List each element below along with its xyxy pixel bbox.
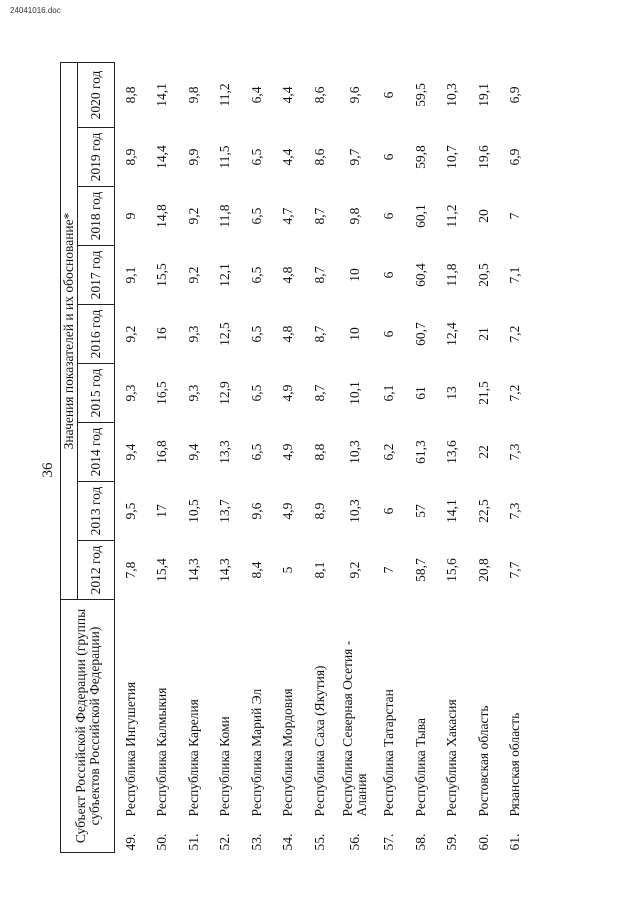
value-cell: 14,8 [154, 204, 170, 228]
value-cell: 9,5 [122, 502, 138, 520]
value-cell: 59,8 [412, 145, 428, 169]
subject-cell [304, 600, 336, 853]
value-cell: 12,9 [217, 381, 233, 405]
value-cell: 22,5 [475, 499, 491, 523]
value-cell: 15,6 [444, 558, 460, 582]
subject-name: Республика Северная Осетия - Алания [339, 640, 369, 817]
table-row [210, 62, 242, 852]
value-cell: 9,9 [185, 148, 201, 166]
value-cell: 8,7 [311, 325, 327, 343]
value-cell: 4,9 [280, 384, 296, 402]
value-cell: 14,3 [185, 558, 201, 582]
value-cell: 16,5 [154, 381, 170, 405]
value-cell: 10 [346, 268, 362, 282]
table-row [336, 62, 374, 852]
value-cell: 7,3 [507, 443, 523, 461]
value-cell: 19,6 [475, 145, 491, 169]
table-row [273, 62, 305, 852]
year-header: 2018 год [78, 187, 115, 246]
values-header: Значения показателей и их обоснование* [61, 62, 78, 599]
value-cell: 7,2 [507, 325, 523, 343]
subject-cell [374, 600, 406, 853]
value-cell: 6 [381, 212, 397, 220]
value-cell: 9,4 [122, 443, 138, 461]
subject-cell [147, 600, 179, 853]
value-cell: 4,4 [280, 148, 296, 166]
value-cell: 17 [154, 504, 170, 518]
value-cell: 13,6 [444, 440, 460, 464]
value-cell: 6,4 [248, 86, 264, 104]
subject-cell [405, 600, 437, 853]
value-cell: 8,6 [311, 148, 327, 166]
year-header: 2014 год [78, 423, 115, 482]
value-cell: 15,5 [154, 263, 170, 287]
value-cell: 12,1 [217, 263, 233, 287]
value-cell: 8,8 [311, 443, 327, 461]
value-cell: 4,9 [280, 443, 296, 461]
subject-name: Ростовская область [475, 705, 491, 817]
value-cell: 6,5 [248, 266, 264, 284]
value-cell: 6 [381, 153, 397, 161]
value-cell: 59,5 [412, 83, 428, 107]
year-header: 2013 год [78, 482, 115, 541]
file-name: 24041016.doc [10, 6, 61, 15]
year-header: 2015 год [78, 364, 115, 423]
row-number: 51. [185, 833, 201, 851]
value-cell: 4,8 [280, 325, 296, 343]
subject-name: Республика Калмыкия [154, 687, 170, 817]
value-cell: 58,7 [412, 558, 428, 582]
value-cell: 9,3 [122, 384, 138, 402]
value-cell: 6 [381, 91, 397, 99]
value-cell: 7,8 [122, 561, 138, 579]
table-body [115, 62, 532, 852]
value-cell: 13 [444, 386, 460, 400]
row-number: 56. [346, 833, 362, 851]
table-row [374, 62, 406, 852]
value-cell: 10 [346, 327, 362, 341]
value-cell: 6,9 [507, 148, 523, 166]
page-number: 36 [40, 462, 56, 478]
value-cell: 13,7 [217, 499, 233, 523]
value-cell: 13,3 [217, 440, 233, 464]
value-cell: 8,1 [311, 561, 327, 579]
value-cell: 7,7 [507, 561, 523, 579]
value-cell: 8,9 [311, 502, 327, 520]
value-cell: 6,5 [248, 325, 264, 343]
table-row [178, 62, 210, 852]
value-cell: 9,8 [346, 207, 362, 225]
indicator-table [60, 62, 531, 853]
row-number: 60. [475, 833, 491, 851]
subject-cell [500, 600, 532, 853]
value-cell: 8,8 [122, 86, 138, 104]
subject-cell [273, 600, 305, 853]
value-cell: 60,7 [412, 322, 428, 346]
subject-cell [210, 600, 242, 853]
value-cell: 7,3 [507, 502, 523, 520]
value-cell: 8,4 [248, 561, 264, 579]
value-cell: 11,2 [444, 204, 460, 228]
value-cell: 9,4 [185, 443, 201, 461]
subject-cell [336, 600, 374, 853]
value-cell: 11,2 [217, 83, 233, 107]
value-cell: 9,2 [346, 561, 362, 579]
row-number: 53. [248, 833, 264, 851]
subject-cell [468, 600, 500, 853]
value-cell: 4,7 [280, 207, 296, 225]
value-cell: 4,8 [280, 266, 296, 284]
value-cell: 6,1 [381, 384, 397, 402]
value-cell: 10,3 [346, 499, 362, 523]
subject-cell [437, 600, 469, 853]
value-cell: 20 [475, 209, 491, 223]
value-cell: 61,3 [412, 440, 428, 464]
value-cell: 6,5 [248, 148, 264, 166]
value-cell: 9 [122, 212, 138, 220]
value-cell: 12,5 [217, 322, 233, 346]
subject-name: Рязанская область [507, 712, 523, 817]
table-row [468, 62, 500, 852]
value-cell: 11,5 [217, 145, 233, 169]
value-cell: 61 [412, 386, 428, 400]
year-header: 2017 год [78, 246, 115, 305]
value-cell: 9,3 [185, 325, 201, 343]
value-cell: 11,8 [444, 263, 460, 287]
value-cell: 6 [381, 271, 397, 279]
table-row [437, 62, 469, 852]
value-cell: 10,3 [346, 440, 362, 464]
value-cell: 21,5 [475, 381, 491, 405]
year-header: 2012 год [78, 541, 115, 600]
value-cell: 9,1 [122, 266, 138, 284]
subject-name: Республика Марий Эл [248, 688, 264, 817]
value-cell: 9,8 [185, 86, 201, 104]
value-cell: 8,9 [122, 148, 138, 166]
subject-name: Республика Коми [217, 716, 233, 817]
table-row [241, 62, 273, 852]
value-cell: 11,8 [217, 204, 233, 228]
value-cell: 20,8 [475, 558, 491, 582]
value-cell: 9,6 [248, 502, 264, 520]
subject-name: Республика Мордовия [280, 688, 296, 817]
value-cell: 16 [154, 327, 170, 341]
value-cell: 6,9 [507, 86, 523, 104]
value-cell: 10,5 [185, 499, 201, 523]
year-header: 2020 год [78, 62, 115, 127]
value-cell: 6,5 [248, 443, 264, 461]
value-cell: 7,2 [507, 384, 523, 402]
value-cell: 9,6 [346, 86, 362, 104]
year-header: 2019 год [78, 128, 115, 187]
table-row [405, 62, 437, 852]
value-cell: 16,8 [154, 440, 170, 464]
row-number: 50. [154, 833, 170, 851]
value-cell: 60,4 [412, 263, 428, 287]
value-cell: 21 [475, 327, 491, 341]
value-cell: 7,1 [507, 266, 523, 284]
value-cell: 8,7 [311, 207, 327, 225]
table-row [147, 62, 179, 852]
value-cell: 4,9 [280, 502, 296, 520]
row-number: 52. [217, 833, 233, 851]
value-cell: 14,3 [217, 558, 233, 582]
value-cell: 6 [381, 507, 397, 515]
table-row [500, 62, 532, 852]
row-number: 49. [122, 833, 138, 851]
row-number: 55. [311, 833, 327, 851]
table-row [115, 62, 147, 852]
subject-name: Республика Ингушетия [122, 681, 138, 817]
value-cell: 12,4 [444, 322, 460, 346]
value-cell: 9,2 [122, 325, 138, 343]
row-number: 54. [280, 833, 296, 851]
value-cell: 10,7 [444, 145, 460, 169]
row-number: 58. [412, 833, 428, 851]
value-cell: 9,3 [185, 384, 201, 402]
subject-cell [115, 600, 147, 853]
subject-name: Республика Татарстан [381, 689, 397, 817]
subject-cell [241, 600, 273, 853]
row-number: 61. [507, 833, 523, 851]
value-cell: 8,6 [311, 86, 327, 104]
value-cell: 6,2 [381, 443, 397, 461]
value-cell: 8,7 [311, 384, 327, 402]
subject-name: Республика Карелия [185, 699, 201, 817]
subject-name: Республика Тыва [412, 718, 428, 817]
value-cell: 6 [381, 330, 397, 338]
value-cell: 6,5 [248, 207, 264, 225]
row-number: 59. [444, 833, 460, 851]
year-header: 2016 год [78, 305, 115, 364]
value-cell: 10,3 [444, 83, 460, 107]
value-cell: 5 [280, 566, 296, 574]
value-cell: 7 [507, 212, 523, 220]
value-cell: 8,7 [311, 266, 327, 284]
value-cell: 9,2 [185, 207, 201, 225]
value-cell: 20,5 [475, 263, 491, 287]
value-cell: 6,5 [248, 384, 264, 402]
subject-cell [178, 600, 210, 853]
value-cell: 57 [412, 504, 428, 518]
value-cell: 9,2 [185, 266, 201, 284]
value-cell: 7 [381, 566, 397, 574]
subject-header: Субъект Российской Федерации (группы субъектов Российской Федерации) [61, 600, 115, 853]
value-cell: 14,1 [154, 83, 170, 107]
value-cell: 19,1 [475, 83, 491, 107]
subject-name: Республика Саха (Якутия) [311, 665, 327, 817]
value-cell: 14,1 [444, 499, 460, 523]
value-cell: 14,4 [154, 145, 170, 169]
value-cell: 4,4 [280, 86, 296, 104]
value-cell: 9,7 [346, 148, 362, 166]
value-cell: 22 [475, 445, 491, 459]
subject-name: Республика Хакасия [444, 699, 460, 817]
row-number: 57. [381, 833, 397, 851]
value-cell: 10,1 [346, 381, 362, 405]
value-cell: 15,4 [154, 558, 170, 582]
value-cell: 60,1 [412, 204, 428, 228]
table-row [304, 62, 336, 852]
